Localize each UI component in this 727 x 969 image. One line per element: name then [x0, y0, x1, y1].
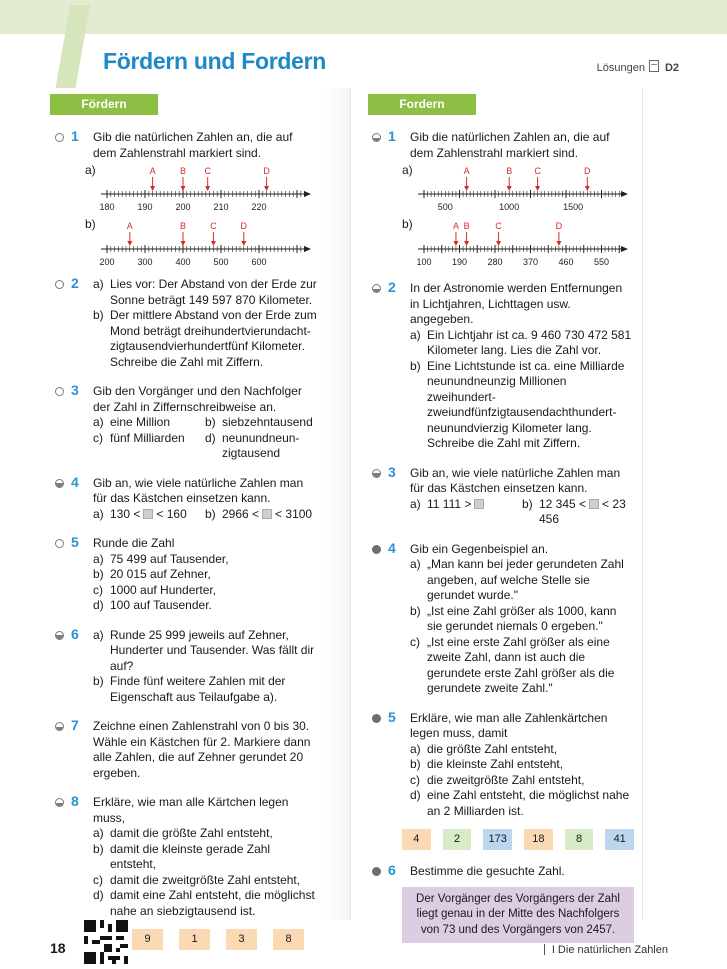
subtask: [410, 788, 634, 819]
sub-label: b): [410, 358, 421, 373]
marker-arrowhead-icon: [150, 186, 155, 191]
right-tasks: [372, 130, 634, 943]
number-lines-left: [55, 161, 317, 271]
sub-label: a): [93, 826, 104, 840]
task-number: 8: [71, 793, 79, 809]
sub-label: a): [93, 415, 104, 429]
subtask: [205, 431, 317, 462]
sub-label: b): [85, 217, 96, 231]
task-number: 4: [388, 539, 396, 556]
sub-text: damit die kleinste gerade Zahl entsteht,: [110, 841, 271, 871]
subtask: [93, 598, 317, 614]
axis-arrow-icon: [304, 191, 311, 197]
number-card: 41: [605, 829, 634, 850]
subtask: [410, 604, 634, 635]
document-icon: [649, 60, 659, 72]
sub-label: b): [93, 674, 104, 688]
marker-label: B: [506, 166, 513, 176]
difficulty-medium-icon: [372, 284, 381, 293]
marker-arrowhead-icon: [535, 186, 540, 191]
sub-text: „Ist eine erste Zahl größer als eine zweite Zahl, dann ist auch die gerundete erste Zahl größer als die gerundete zweite Zahl.": [427, 634, 615, 695]
task-left-7: [55, 719, 317, 781]
tick-label: 300: [137, 257, 153, 267]
sub-text: Runde 25 999 jeweils auf Zehner, Hunderter und Tausender. Was fällt dir auf?: [110, 627, 315, 673]
subtask: [410, 635, 634, 697]
task-number: 4: [71, 473, 79, 490]
marker-label: D: [263, 166, 270, 176]
left-tasks: [55, 130, 317, 950]
task-text: Erkläre, wie man alle Kärtchen legen muss,: [93, 795, 289, 825]
task-left-5: [55, 536, 317, 614]
solutions-reference[interactable]: [597, 60, 679, 74]
subtask: [93, 888, 317, 919]
marker-label: A: [463, 166, 470, 176]
tick-label: 1500: [563, 202, 584, 212]
difficulty-easy-icon: [55, 539, 64, 548]
sub-label: c): [410, 772, 420, 787]
sub-label: a): [93, 627, 104, 642]
blank-box-icon: [589, 499, 599, 509]
tick-label: 500: [437, 202, 453, 212]
tick-label: 190: [451, 257, 468, 267]
subtask: [93, 507, 205, 523]
sub-text: damit die größte Zahl entsteht,: [110, 826, 273, 840]
sub-label: a): [410, 327, 421, 342]
sub-text: Lies vor: Der Abstand von der Erde zur Sonne beträgt 149 597 870 Kilometer.: [110, 277, 317, 307]
sub-label: b): [522, 496, 533, 511]
subtask: [410, 497, 522, 528]
sub-label: d): [410, 788, 421, 802]
number-card: 2: [443, 829, 472, 850]
marker-label: C: [495, 221, 502, 231]
subtask: [93, 583, 317, 599]
tick-label: 280: [487, 257, 503, 267]
marker-label: B: [179, 166, 187, 176]
task-left-6: [55, 625, 317, 706]
difficulty-medium-icon: [372, 133, 381, 142]
solutions-label: Lösungen: [596, 62, 645, 74]
task-text: Gib an, wie viele natürliche Zahlen man für das Kästchen einsetzen kann.: [410, 465, 621, 495]
sub-label: c): [410, 634, 420, 649]
sub-label: b): [205, 506, 216, 521]
subtask: [93, 431, 205, 462]
marker-arrowhead-icon: [464, 186, 469, 191]
subtask: [205, 507, 317, 523]
subtask: [93, 674, 317, 705]
subtask: [93, 567, 317, 583]
tick-label: 190: [137, 202, 153, 212]
tab-foerdern: Fördern: [50, 94, 158, 115]
task-number: 1: [71, 128, 79, 144]
marker-arrowhead-icon: [241, 241, 246, 246]
sub-text: neunundneun-zigtausend: [222, 430, 300, 460]
sub-label: b): [93, 567, 104, 581]
marker-label: D: [584, 166, 591, 176]
subtask: [93, 842, 317, 873]
sub-text: Finde fünf weitere Zahlen mit der Eigenschaft aus Teilaufgabe a).: [110, 674, 286, 704]
subtask-grid: [410, 497, 634, 528]
sub-text: 1000 auf Hunderter,: [110, 582, 217, 597]
task-right-4: [372, 539, 634, 697]
sub-label: b): [93, 841, 104, 856]
subtask-grid: [93, 415, 317, 431]
marker-label: C: [534, 166, 541, 176]
difficulty-medium-icon: [55, 798, 64, 807]
sub-label: d): [93, 888, 104, 902]
tick-label: 600: [251, 257, 267, 267]
blank-box-icon: [474, 499, 484, 509]
task-text: Gib den Vorgänger und den Nachfolger der Zahl in Ziffernschreibweise an.: [93, 384, 302, 414]
marker-arrowhead-icon: [464, 241, 469, 246]
tick-label: 550: [593, 257, 610, 267]
subtask: [93, 826, 317, 842]
inequality-left: 11 111 >: [427, 496, 472, 511]
sub-text: damit die zweitgrößte Zahl entsteht,: [110, 872, 301, 887]
marker-arrowhead-icon: [205, 186, 210, 191]
task-right-3: [372, 463, 634, 528]
tick-label: 500: [213, 257, 229, 267]
subtask-grid: [93, 507, 317, 523]
task-number: 1: [388, 128, 396, 144]
inequality-left: 2966 <: [222, 506, 260, 521]
task-text: Zeichne einen Zahlenstrahl von 0 bis 30. Wähle ein Kästchen für 2. Markiere dann alle Zahlen, die auf Zehner gerundet 20 ergeben.: [93, 719, 311, 780]
difficulty-hard-icon: [372, 867, 381, 876]
marker-arrowhead-icon: [211, 241, 216, 246]
marker-label: D: [555, 221, 563, 231]
task-right-6: [372, 864, 634, 943]
difficulty-medium-icon: [55, 722, 64, 731]
marker-arrowhead-icon: [264, 186, 269, 191]
sub-label: a): [93, 551, 104, 566]
sub-label: c): [93, 582, 103, 597]
solutions-ref: D2: [664, 62, 679, 74]
task-number: 2: [388, 279, 396, 295]
subtask: [93, 873, 317, 889]
number-card: 18: [524, 829, 553, 850]
sub-text: fünf Milliarden: [110, 430, 185, 445]
subtask: [410, 742, 634, 758]
tick-label: 200: [175, 202, 191, 212]
task-right-5: [372, 708, 634, 851]
task-number: 5: [71, 534, 79, 550]
number-line-graphic: [55, 161, 317, 271]
header-band: [0, 0, 727, 34]
sub-label: a): [410, 557, 421, 571]
task-text: Erkläre, wie man alle Zahlenkärtchen legen muss, damit: [410, 710, 608, 740]
task-left-3: [55, 384, 317, 462]
subtask: [93, 277, 317, 308]
difficulty-medium-icon: [55, 631, 64, 640]
marker-arrowhead-icon: [507, 186, 512, 191]
sub-text: 20 015 auf Zehner,: [110, 567, 211, 581]
marker-label: A: [126, 221, 133, 231]
tick-label: 1000: [499, 202, 520, 212]
difficulty-hard-icon: [372, 714, 381, 723]
subtask: [93, 308, 317, 370]
subtask: [410, 328, 634, 359]
blank-box-icon: [262, 509, 272, 519]
task-right-2: [372, 281, 634, 452]
task-number: 3: [71, 382, 79, 398]
number-lines-right: [372, 161, 634, 271]
sub-label: c): [93, 872, 103, 887]
sub-text: damit eine Zahl entsteht, die möglichst nahe an siebzigtausend ist.: [110, 888, 315, 918]
subtask: [93, 628, 317, 675]
sub-text: „Ist eine Zahl größer als 1000, kann sie gerundet niemals 0 ergeben.": [427, 603, 617, 633]
sub-text: „Man kann bei jeder gerundeten Zahl angeben, auf welche Stelle sie gerundet wurde.": [427, 557, 624, 602]
tick-label: 370: [522, 257, 539, 267]
sub-text: eine Million: [110, 415, 171, 429]
inequality-right: < 3100: [275, 506, 313, 521]
sub-text: 100 auf Tausender.: [110, 598, 212, 612]
inequality-left: 12 345 <: [539, 496, 587, 511]
marker-arrowhead-icon: [496, 241, 501, 246]
marker-arrowhead-icon: [181, 186, 186, 191]
tick-label: 210: [213, 202, 229, 212]
sub-label: a): [85, 163, 96, 177]
number-card: 1: [179, 929, 210, 950]
inequality-right: < 160: [156, 506, 187, 521]
task-left-4: [55, 473, 317, 523]
task-text: Runde die Zahl: [93, 536, 175, 550]
sub-text: die größte Zahl entsteht,: [427, 741, 558, 756]
subtask: [410, 557, 634, 604]
task-text: Gib an, wie viele natürliche Zahlen man für das Kästchen einsetzen kann.: [93, 475, 304, 505]
sub-text: die zweitgrößte Zahl entsteht,: [427, 772, 585, 787]
marker-label: B: [179, 221, 187, 231]
chapter-title: I Die natürlichen Zahlen: [551, 944, 668, 956]
marker-arrowhead-icon: [556, 241, 561, 246]
marker-arrowhead-icon: [127, 241, 132, 246]
sub-text: siebzehntausend: [222, 415, 313, 429]
marker-label: B: [463, 221, 470, 231]
subtask: [205, 415, 317, 431]
sub-text: Ein Lichtjahr ist ca. 9 460 730 472 581 Kilometer lang. Lies die Zahl vor.: [427, 327, 632, 357]
task-text: Gib die natürlichen Zahlen an, die auf dem Zahlenstrahl markiert sind.: [93, 130, 293, 160]
sub-label: c): [93, 430, 103, 445]
marker-label: D: [240, 221, 248, 231]
sub-text: eine Zahl entsteht, die möglichst nahe an 2 Milliarden ist.: [427, 788, 630, 818]
sub-label: b): [205, 415, 216, 429]
sub-label: a): [402, 163, 413, 177]
difficulty-medium-icon: [372, 469, 381, 478]
task-number: 2: [71, 275, 79, 291]
tick-label: 220: [251, 202, 267, 212]
riddle-box: Der Vorgänger des Vorgängers der Zahl liegt genau in der Mitte des Nachfolgers von 73 und des Vorgängers von 2457.: [402, 887, 634, 944]
sub-text: die kleinste Zahl entsteht,: [427, 757, 564, 771]
page-title: Fördern und Fordern: [103, 48, 327, 74]
inequality-left: 130 <: [110, 506, 141, 521]
subtask-grid: [93, 431, 317, 462]
tick-label: 100: [416, 257, 432, 267]
sub-label: d): [205, 430, 216, 445]
task-text: Gib ein Gegenbeispiel an.: [410, 541, 549, 556]
task-right-1: [372, 130, 634, 161]
page-number: 18: [50, 940, 66, 956]
sub-label: b): [410, 757, 421, 771]
sub-label: d): [93, 598, 104, 612]
sub-label: b): [93, 308, 104, 322]
number-card: 173: [483, 829, 512, 850]
marker-label: C: [204, 166, 211, 176]
tick-label: 460: [558, 257, 574, 267]
sub-label: b): [402, 217, 413, 231]
number-cards: [402, 829, 634, 850]
difficulty-hard-icon: [372, 545, 381, 554]
tick-label: 400: [175, 257, 191, 267]
axis-arrow-icon: [621, 246, 628, 252]
sub-label: a): [410, 741, 421, 756]
number-card: 4: [402, 829, 431, 850]
task-number: 6: [71, 625, 79, 642]
sub-text: 75 499 auf Tausender,: [110, 551, 229, 566]
task-number: 5: [388, 708, 396, 725]
difficulty-easy-icon: [55, 280, 64, 289]
blank-box-icon: [143, 509, 153, 519]
subtask: [410, 773, 634, 789]
marker-label: A: [149, 166, 156, 176]
marker-label: A: [452, 221, 459, 231]
sub-label: a): [93, 506, 104, 521]
subtask: [410, 359, 634, 452]
marker-arrowhead-icon: [453, 241, 458, 246]
sub-text: Eine Lichtstunde ist ca. eine Milliarde neunundneunzig Millionen zweihundert-zweiundfünfzigtausendachthundert-neunundvierzig Kilometer lang. Schreibe die Zahl mit Ziffern.: [427, 358, 625, 450]
tab-fordern: Fordern: [368, 94, 476, 115]
task-text: Bestimme die gesuchte Zahl.: [410, 864, 565, 878]
number-card: 8: [273, 929, 304, 950]
axis-arrow-icon: [621, 191, 628, 197]
footer-divider: [544, 944, 545, 955]
axis-arrow-icon: [304, 246, 311, 252]
marker-label: C: [210, 221, 217, 231]
sub-label: a): [93, 277, 104, 291]
difficulty-easy-icon: [55, 387, 64, 396]
tick-label: 200: [99, 257, 115, 267]
difficulty-easy-icon: [55, 133, 64, 142]
difficulty-medium-icon: [55, 479, 64, 488]
marker-arrowhead-icon: [181, 241, 186, 246]
task-text: In der Astronomie werden Entfernungen in Lichtjahren, Lichttagen usw. angegeben.: [410, 281, 623, 326]
number-card: 8: [565, 829, 594, 850]
sub-label: b): [410, 603, 421, 618]
task-left-2: [55, 277, 317, 370]
sub-text: Der mittlere Abstand von der Erde zum Mond beträgt dreihundertvierundacht-zigtausendvierhundertfünf Kilometer. Schreibe die Zahl mit Ziffern.: [110, 308, 317, 369]
number-card: 3: [226, 929, 257, 950]
inequality-right: < 23 456: [539, 496, 626, 526]
task-text: Gib die natürlichen Zahlen an, die auf dem Zahlenstrahl markiert sind.: [410, 130, 610, 160]
subtask: [522, 497, 634, 528]
tick-label: 180: [99, 202, 115, 212]
task-number: 3: [388, 463, 396, 480]
number-line-graphic: [372, 161, 634, 271]
qr-code-icon[interactable]: [84, 920, 128, 964]
number-card: 9: [132, 929, 163, 950]
marker-arrowhead-icon: [585, 186, 590, 191]
sub-label: a): [410, 496, 421, 511]
task-number: 6: [388, 862, 396, 878]
subtask: [93, 415, 205, 431]
subtask: [93, 552, 317, 568]
subtask: [410, 757, 634, 773]
task-left-1: [55, 130, 317, 161]
task-number: 7: [71, 717, 79, 733]
